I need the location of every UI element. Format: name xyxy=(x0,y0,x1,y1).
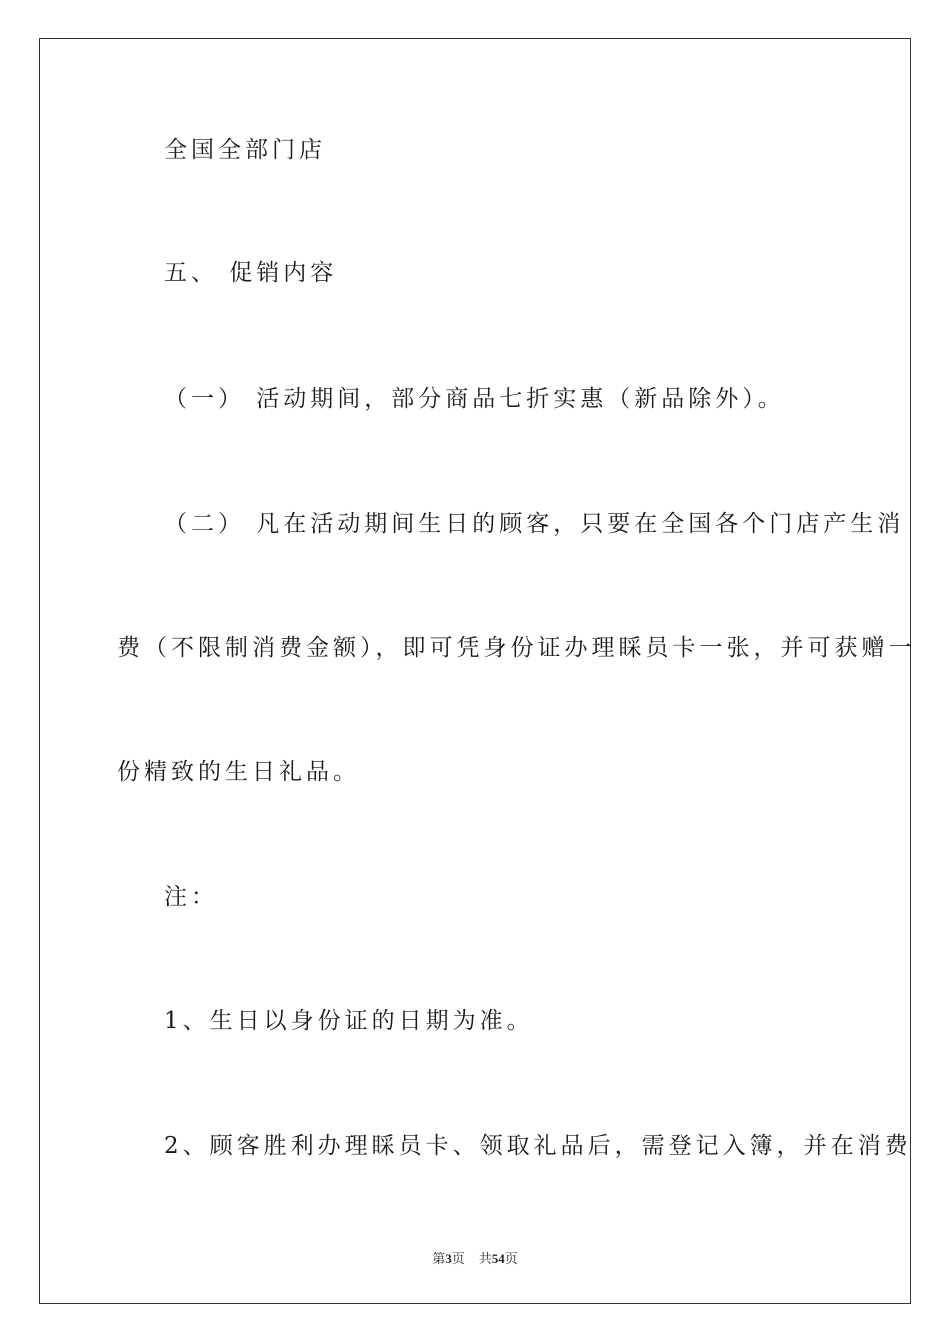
section-heading: 五、 促销内容 xyxy=(164,260,338,286)
page-footer xyxy=(0,1248,950,1267)
paragraph-line-4: 费（不限制消费金额），即可凭身份证办理睬员卡一张，并可获赠一 xyxy=(117,635,916,661)
page-number: 3 xyxy=(445,1251,452,1266)
page-suffix: 页 xyxy=(451,1251,465,1266)
page-prefix: 第 xyxy=(432,1251,446,1266)
note-heading: 注： xyxy=(164,884,218,910)
total-suffix: 页 xyxy=(504,1251,518,1266)
total-prefix: 共 xyxy=(478,1251,492,1266)
paragraph-line-2: （一） 活动期间，部分商品七折实惠（新品除外）。 xyxy=(164,386,785,412)
paragraph-line-3: （二） 凡在活动期间生日的顾客，只要在全国各个门店产生消 xyxy=(164,511,905,537)
note-item-2: 2、顾客胜利办理睬员卡、领取礼品后，需登记入簿，并在消费 xyxy=(164,1133,912,1159)
page-border xyxy=(39,38,911,1304)
paragraph-line-1: 全国全部门店 xyxy=(164,137,326,163)
note-item-1: 1、生日以身份证的日期为准。 xyxy=(164,1008,534,1034)
paragraph-line-5: 份精致的生日礼品。 xyxy=(117,759,360,785)
total-pages: 54 xyxy=(491,1251,505,1266)
